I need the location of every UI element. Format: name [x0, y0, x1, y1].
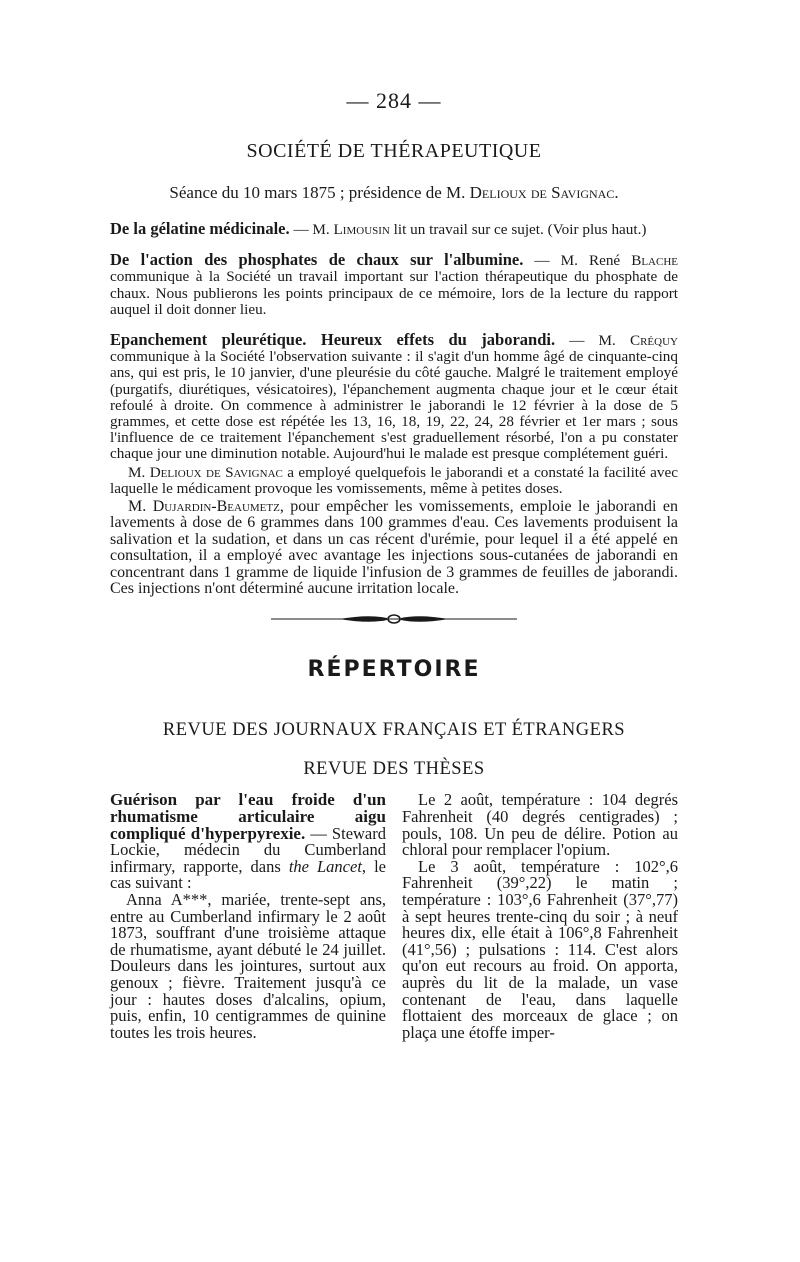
item-epanchement-dash: — M.: [555, 332, 630, 350]
item-gelatine-author: Limousin: [333, 221, 390, 238]
section-title: SOCIÉTÉ DE THÉRAPEUTIQUE: [246, 140, 542, 162]
seance-president: Delioux de Savignac: [469, 183, 615, 202]
left-col-intro: [110, 792, 386, 892]
item-gelatine-text: lit un travail sur ce sujet. (Voir plus haut.): [389, 221, 647, 238]
seance-text: Séance du 10 mars 1875 ; présidence de M.: [169, 183, 470, 202]
journal-name: the Lancet: [288, 856, 362, 876]
repertoire-heading: RÉPERTOIRE: [307, 657, 481, 683]
item-epanchement-text: communique à la Société l'observation suivante : il s'agit d'un homme âgé de cinquante-cinq ans, qui est pris, le 10 janvier, d'une pleurésie du côté gauche. Malgré le traitement employé (purgatifs, diurétiques, vésicatoires), l'épanchement augmenta chaque jour et le cœur était refoulé à droite. On commence à administrer le jaborandi le 12 février à la dose de 5 grammes, et cette dose est répétée les 13, 16, 18, 19, 22, 24, 28 février et 1er mars ; sous l'influence de ce traitement l'épanchement s'est graduellement résorbé, l'on a pu constater chaque jour une diminution notable. Aujourd'hui le malade est presque complétement guéri.: [110, 348, 678, 463]
item-phosphates-heading: De l'action des phosphates de chaux sur l'albumine.: [110, 250, 524, 270]
ornamental-divider: [269, 611, 519, 627]
item-epanchement: [110, 332, 678, 463]
item-gelatine-heading: De la gélatine médicinale.: [110, 219, 290, 238]
right-col-p1: Le 2 août, température : 104 degrés Fahrenheit (40 degrés centigrades) ; pouls, 108. Un peu de délire. Potion au chloral pour remplacer l'opium.: [402, 790, 678, 860]
item-delioux-author: Delioux de Savignac: [149, 463, 283, 481]
right-col-p2: Le 3 août, température : 102°,6 Fahrenheit (39°,22) le matin ; température : 103°,6 Fahrenheit (37°,77) à sept heures trente-cinq du soir ; à neuf heures dix, elle était à 106°,8 Fahrenheit (41°,56) ; pulsations : 114. C'est alors qu'on eut recours au froid. On apporta, auprès du lit de la malade, un vase contenant de l'eau, dans laquelle flottaient des morceaux de glace ; on plaça une étoffe imper-: [402, 856, 678, 1042]
two-column-body: [110, 792, 678, 1041]
item-dujardin-author: Dujardin-Beaumetz: [152, 498, 280, 516]
right-column: [402, 792, 678, 1041]
item-dujardin-text: , pour empêcher les vomissements, emploie le jaborandi en lavements à dose de 6 grammes dans 100 grammes d'eau. Ces lavements produisent la salivation et la sudation, et dans un cas récent d'urémie, pour lequel il a été appelé en consultation, il a employé avec avantage les injections sous-cutanées de jaborandi en concentrant dans 1 gramme de liquide l'infusion de 3 grammes de feuilles de jaborandi. Ces injections n'ont déterminé aucune irritation locale.: [110, 498, 678, 598]
item-delioux-text: a employé quelquefois le jaborandi et a constaté la facilité avec laquelle le médicament provoque les vomissements, même à petites doses.: [110, 463, 678, 497]
item-gelatine: [110, 221, 678, 238]
left-col-p1: — Steward Lockie, médecin du Cumberland infirmary, rapporte, dans: [110, 823, 387, 876]
item-epanchement-heading: Epanchement pleurétique. Heureux effets du jaborandi.: [110, 330, 556, 350]
item-phosphates-author: Blache: [631, 252, 678, 270]
left-col-p2: Anna A***, mariée, trente-sept ans, entre au Cumberland infirmary le 2 août 1873, souffrant d'une troisième attaque de rhumatisme, ayant débuté le 24 juillet. Douleurs dans les jointures, surtout aux genoux ; fièvre. Traitement jusqu'à ce jour : hautes doses d'alcalins, opium, puis, enfin, 10 centigrammes de quinine toutes les trois heures.: [110, 890, 386, 1042]
item-phosphates-text: communique à la Société un travail important sur l'action thérapeutique du phosphate de chaux. Nous publierons les points principaux de ce mémoire, lors de la lecture du rapport auquel il doit donner lieu.: [110, 268, 678, 318]
item-dujardin-lead: M.: [128, 498, 153, 516]
seance-line: [110, 183, 678, 203]
item-delioux-lead: M.: [128, 463, 150, 481]
left-column: [110, 792, 386, 1041]
article-heading: Guérison par l'eau froide d'un rhumatisme articulaire aigu compliqué d'hyperpyrexie.: [110, 790, 386, 843]
left-col-p1b: , le cas suivant :: [110, 856, 386, 893]
seance-end: .: [614, 183, 619, 202]
item-phosphates: [110, 252, 678, 318]
ornament-icon: [269, 611, 519, 627]
item-phosphates-dash: — M. René: [523, 252, 632, 270]
item-delioux: [110, 465, 678, 497]
revue-title: REVUE DES JOURNAUX FRANÇAIS ET ÉTRANGERS: [162, 720, 626, 741]
page: [110, 88, 678, 1041]
item-epanchement-author: Créquy: [629, 332, 678, 350]
item-dujardin: [110, 499, 678, 597]
page-number: — 284 —: [346, 88, 442, 113]
revue-theses-title: REVUE DES THÈSES: [303, 759, 485, 780]
item-gelatine-dash: — M.: [289, 221, 334, 238]
